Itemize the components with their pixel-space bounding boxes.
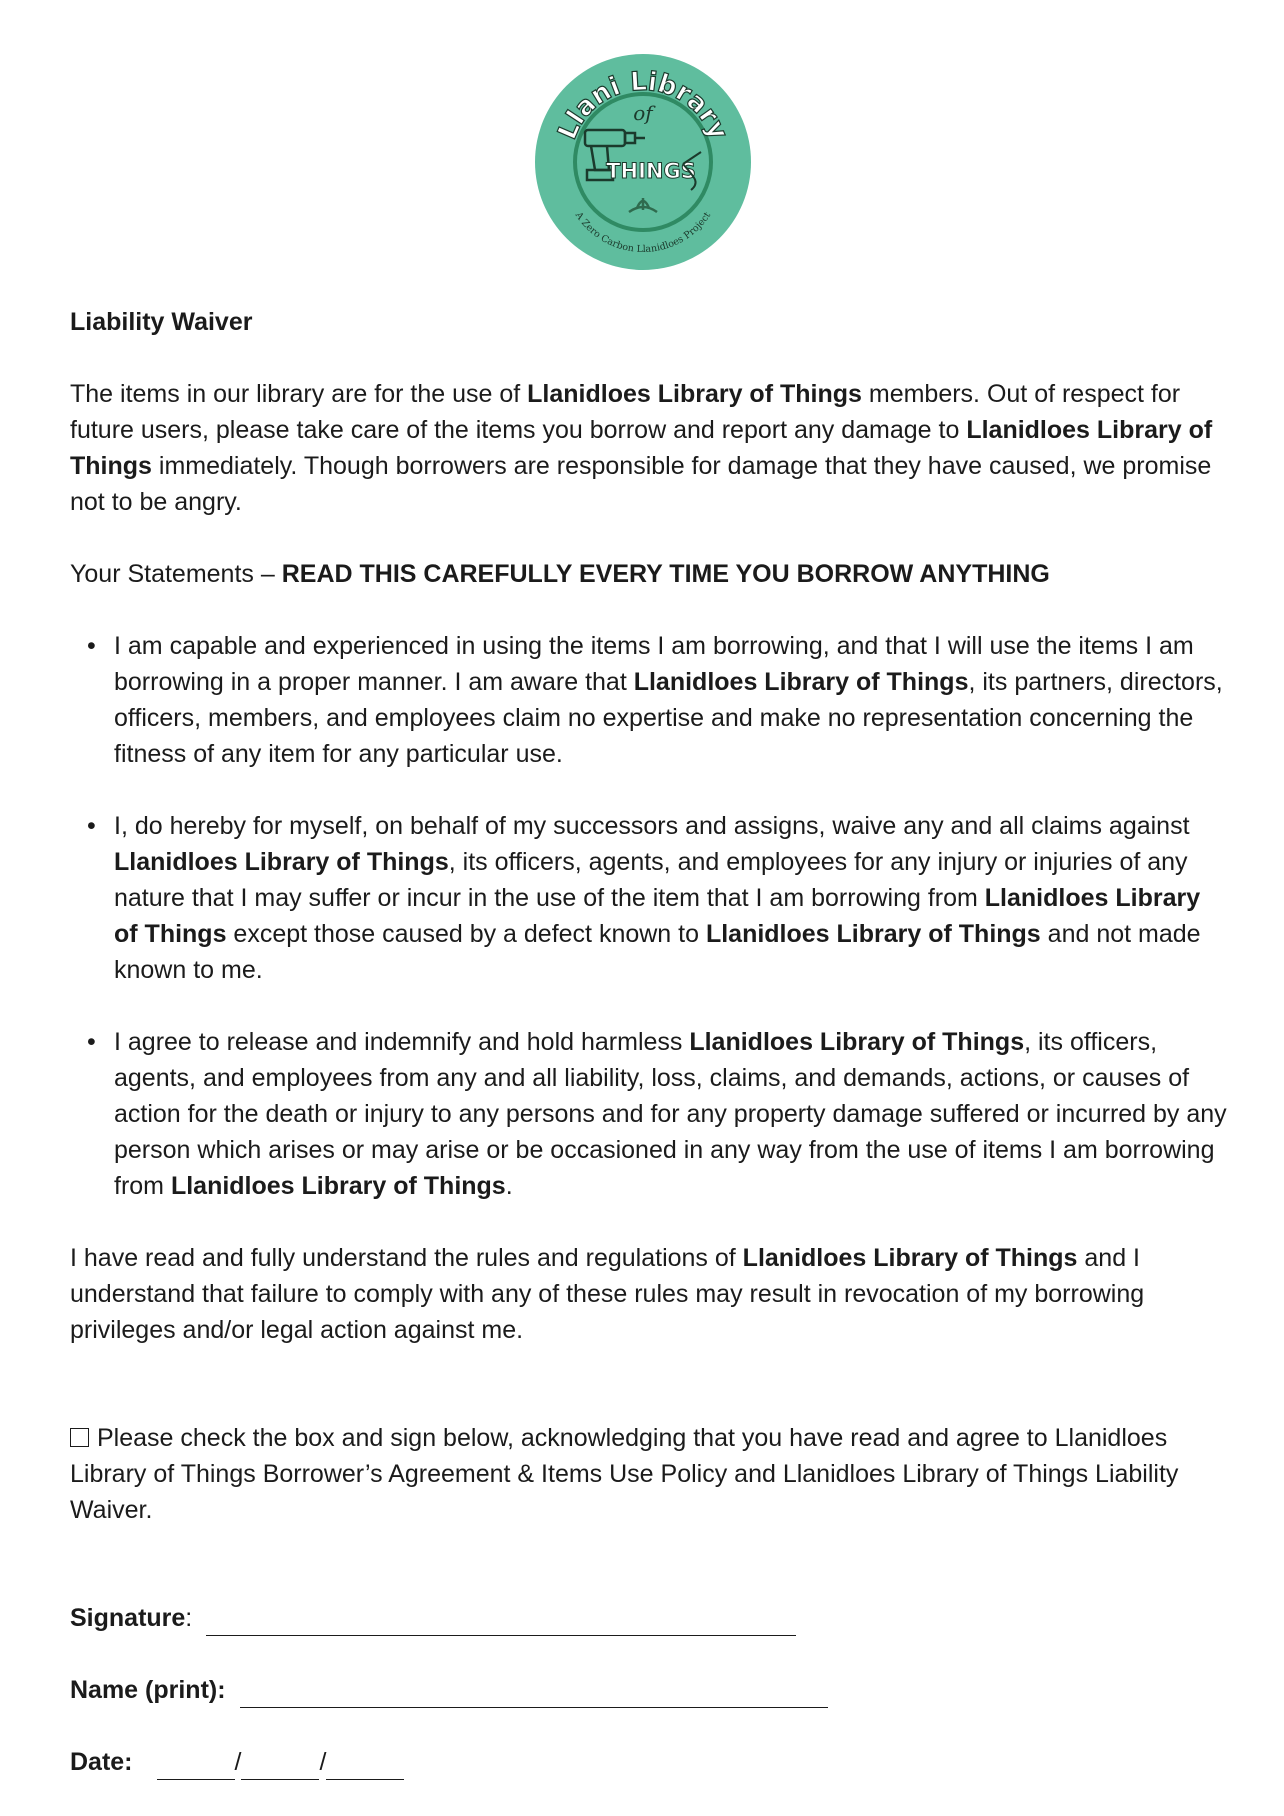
logo-top-text: Llani Library [552,66,734,144]
logo-bottom-text: THINGS [606,159,696,183]
name-label: Name (print): [70,1676,226,1704]
logo-middle-text: of [633,101,653,125]
agreement-checkbox[interactable] [70,1428,89,1447]
name-field[interactable] [240,1681,828,1708]
date-month-field[interactable] [241,1753,319,1780]
date-day-field[interactable] [157,1753,235,1780]
library-logo [533,52,753,272]
logo-ring-text: A Zero Carbon Llanidloes Project [572,210,714,256]
statement-list [70,628,1230,1204]
intro-paragraph: The items in our library are for the use of Llanidloes Library of Things members. Out of respect for future users, please take care of the items you borrow and report any damage to Llanidloes Library of Things immediately. Though borrowers are responsible for damage that they have caused, we promise not to be angry. [70,380,1213,516]
date-separator: / [319,1748,327,1776]
date-label: Date: [70,1748,133,1776]
agreement-checkbox-paragraph [70,1420,1230,1528]
statements-heading: Your Statements – READ THIS CAREFULLY EVERY TIME YOU BORROW ANYTHING [70,560,1050,588]
date-row [70,1744,1230,1780]
bullet-icon: • [87,632,96,660]
signature-field[interactable] [206,1609,796,1636]
list-item: • I agree to release and indemnify and hold harmless Llanidloes Library of Things, its officers, agents, and employees from any and all liability, loss, claims, and demands, actions, or causes of action for the death or injury to any persons and for any property damage suffered or incurred by any person which arises or may arise or be occasioned in any way from the use of items I am borrowing from Llanidloes Library of Things. [70,1024,1230,1204]
signature-row [70,1600,1230,1636]
bullet-icon: • [87,812,96,840]
page-title: Liability Waiver [70,308,253,336]
list-item: • I, do hereby for myself, on behalf of my successors and assigns, waive any and all claims against Llanidloes Library of Things, its officers, agents, and employees for any injury or injuries of any nature that I may suffer or incur in the use of the item that I am borrowing from Llanidloes Library of Things except those caused by a defect known to Llanidloes Library of Things and not made known to me. [70,808,1230,988]
date-separator: / [234,1748,242,1776]
bullet-icon: • [87,1028,96,1056]
name-row [70,1672,1230,1708]
signature-label: Signature: [70,1604,193,1632]
acknowledgement-paragraph: I have read and fully understand the rules and regulations of Llanidloes Library of Things and I understand that failure to comply with any of these rules may result in revocation of my borrowing privileges and/or legal action against me. [70,1244,1145,1344]
list-item: • I am capable and experienced in using the items I am borrowing, and that I will use the items I am borrowing in a proper manner. I am aware that Llanidloes Library of Things, its partners, directors, officers, members, and employees claim no expertise and make no representation concerning the fitness of any item for any particular use. [70,628,1230,772]
waiver-content [70,304,1230,1816]
date-year-field[interactable] [326,1753,404,1780]
agreement-checkbox-label: Please check the box and sign below, acknowledging that you have read and agree to Llanidloes Library of Things Borrower’s Agreement & Items Use Policy and Llanidloes Library of Things Liability Waiver. [70,1424,1179,1524]
